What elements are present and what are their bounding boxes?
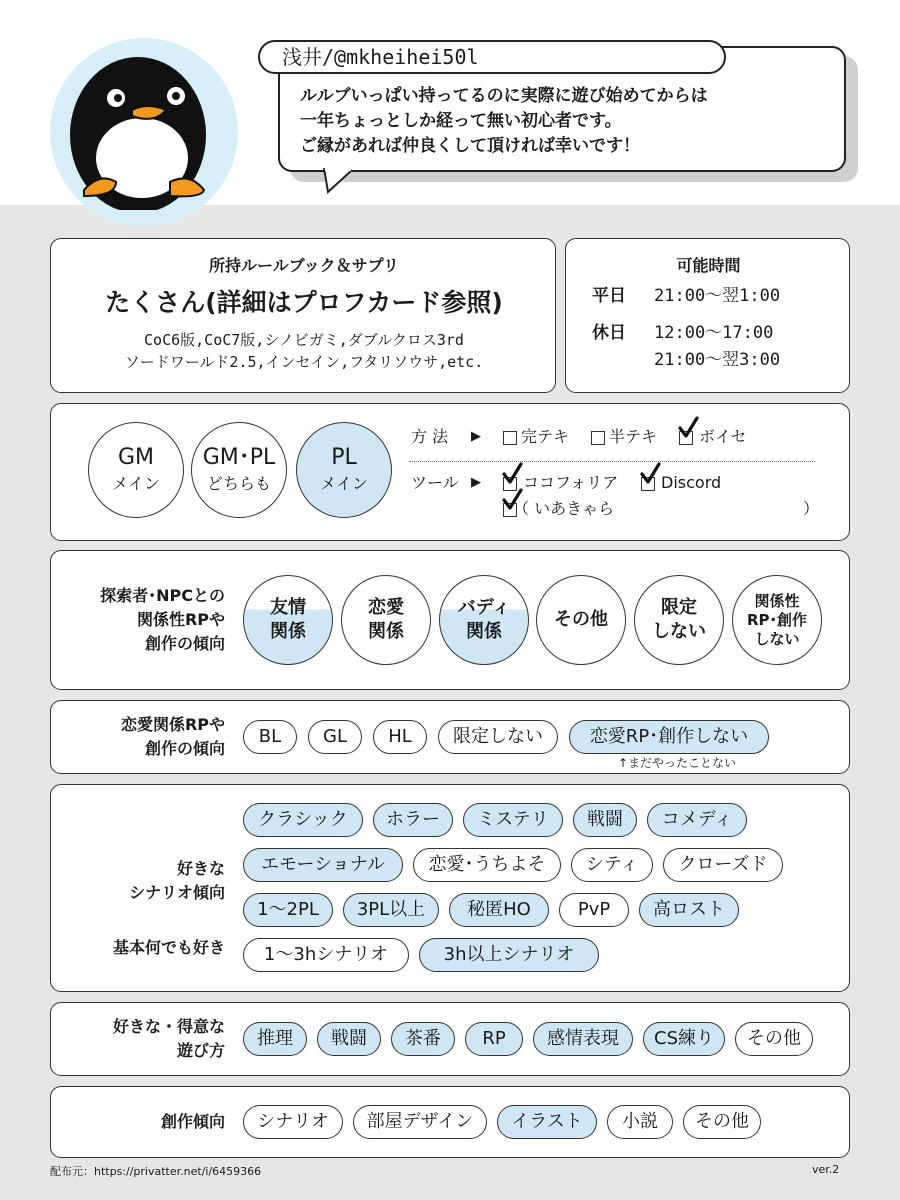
method-checkbox-kanteki[interactable] xyxy=(503,431,517,445)
checkmark-icon xyxy=(677,416,699,438)
scenario-label xyxy=(65,857,225,905)
tool-option: （ いあきゃら xyxy=(513,499,615,518)
bubble-tail-icon xyxy=(322,168,362,194)
playstyle-tag: RP xyxy=(465,1022,523,1056)
circle-line: 関係 xyxy=(368,621,404,642)
scenario-tag: 3PL以上 xyxy=(343,893,439,927)
circle-line: RP･創作 xyxy=(746,610,808,629)
role-line1: GM･PL xyxy=(202,445,276,470)
rulebooks-heading: 所持ルールブック＆サプリ xyxy=(209,256,399,275)
circle-line: 友情 xyxy=(270,597,306,618)
method-arrow-icon: ▶ xyxy=(471,429,481,444)
label-line: 関係性RPや xyxy=(136,610,225,629)
method-label: 方 法 xyxy=(411,427,449,446)
tool-option-close: ） xyxy=(803,499,820,518)
scenario-panel xyxy=(50,784,850,992)
weekday-value: 21:00〜翌1:00 xyxy=(654,286,781,306)
scenario-tag: 戦闘 xyxy=(573,803,637,837)
romance-label xyxy=(65,713,225,761)
scenario-tag: 1〜3hシナリオ xyxy=(243,938,409,972)
scenario-tag: コメディ xyxy=(647,803,747,837)
times-panel xyxy=(565,238,850,393)
playstyle-tag: その他 xyxy=(735,1022,813,1056)
label-line: 遊び方 xyxy=(176,1041,225,1060)
relationship-no-limit xyxy=(634,575,724,665)
romance-no-limit: 限定しない xyxy=(438,720,558,754)
footer-source: 配布元：https://privatter.net/i/6459366 xyxy=(50,1165,262,1178)
tool-option: Discord xyxy=(661,473,722,492)
playstyle-tag: 茶番 xyxy=(391,1022,455,1056)
intro-line: ルルブいっぱい持ってるのに実際に遊び始めてからは xyxy=(300,86,708,106)
romance-none: 恋愛RP･創作しない xyxy=(569,720,769,754)
circle-line: しない xyxy=(652,621,706,642)
scenario-tag: クラシック xyxy=(243,803,363,837)
holiday-value-1: 12:00〜17:00 xyxy=(654,323,774,343)
tools-arrow-icon: ▶ xyxy=(471,475,481,490)
checkmark-icon xyxy=(501,462,523,484)
name-tag: 浅井/@mkheihei50l xyxy=(258,40,726,74)
scenario-tag: 3h以上シナリオ xyxy=(419,938,599,972)
circle-line: バディ xyxy=(457,597,511,618)
playstyle-tag: 戦闘 xyxy=(317,1022,381,1056)
creation-tag: 部屋デザイン xyxy=(353,1105,487,1139)
relationship-friendship xyxy=(243,575,333,665)
romance-gl: GL xyxy=(308,720,362,754)
tool-option: ココフォリア xyxy=(523,473,619,492)
method-checkbox-hanteki[interactable] xyxy=(591,431,605,445)
scenario-tag: シティ xyxy=(571,848,653,882)
romance-note: ↑まだやったことない xyxy=(618,756,737,770)
scenario-tag: PvP xyxy=(559,893,629,927)
relationship-panel xyxy=(50,550,850,690)
circle-line: 関係 xyxy=(466,621,502,642)
roles-panel xyxy=(50,403,850,541)
scenario-tag: ホラー xyxy=(373,803,453,837)
label-line: 創作の傾向 xyxy=(144,634,225,653)
circle-line: 限定 xyxy=(661,597,697,618)
circle-line: その他 xyxy=(554,609,608,630)
relationship-other xyxy=(536,575,626,665)
scenario-tag: 秘匿HO xyxy=(449,893,549,927)
penguin-avatar-icon xyxy=(58,40,228,210)
circle-line: 関係 xyxy=(270,621,306,642)
role-pl-main xyxy=(296,422,392,518)
intro-line: ご縁があれば仲良くして頂ければ幸いです！ xyxy=(300,136,640,156)
scenario-tag: クローズド xyxy=(663,848,783,882)
role-line1: PL xyxy=(331,445,357,470)
label-line: 恋愛関係RPや xyxy=(120,715,225,734)
creation-panel xyxy=(50,1086,850,1158)
intro-text xyxy=(300,84,830,159)
scenario-tag: 高ロスト xyxy=(639,893,739,927)
weekday-label: 平日 xyxy=(592,286,626,306)
scenario-sub-label: 基本何でも好き xyxy=(112,938,225,957)
role-both xyxy=(191,422,287,518)
role-line2: どちらも xyxy=(206,474,271,493)
role-line1: GM xyxy=(117,445,155,470)
tools-label: ツール xyxy=(411,473,459,492)
label-line: 好きな・得意な xyxy=(112,1017,225,1036)
relationship-romance xyxy=(341,575,431,665)
role-line2: メイン xyxy=(320,474,368,493)
circle-line: 関係性 xyxy=(754,591,800,610)
romance-panel xyxy=(50,700,850,774)
label-line: シナリオ傾向 xyxy=(129,883,225,902)
rulebooks-panel xyxy=(50,238,556,393)
circle-line: しない xyxy=(754,629,800,648)
label-line: 探索者･NPCとの xyxy=(100,586,225,605)
romance-hl: HL xyxy=(373,720,427,754)
rulebooks-list xyxy=(51,329,557,373)
role-line2: メイン xyxy=(112,474,160,493)
holiday-value-2: 21:00〜翌3:00 xyxy=(654,350,781,370)
circle-line: 恋愛 xyxy=(368,597,404,618)
method-option: 完テキ xyxy=(521,427,570,446)
footer-version: ver.2 xyxy=(812,1163,840,1176)
role-gm-main xyxy=(88,422,184,518)
relationship-label xyxy=(65,584,225,656)
relationship-none xyxy=(732,575,822,665)
scenario-tag: 1〜2PL xyxy=(243,893,333,927)
rulebooks-main: たくさん(詳細はプロフカード参照) xyxy=(105,288,503,317)
playstyle-tag: 感情表現 xyxy=(533,1022,633,1056)
creation-label: 創作傾向 xyxy=(160,1112,225,1131)
playstyle-tag: 推理 xyxy=(243,1022,307,1056)
creation-tag: シナリオ xyxy=(243,1105,343,1139)
relationship-buddy xyxy=(439,575,529,665)
creation-tag: イラスト xyxy=(497,1105,597,1139)
scenario-tag: ミステリ xyxy=(463,803,563,837)
label-line: 好きな xyxy=(176,859,225,878)
method-option: ボイセ xyxy=(699,427,747,446)
scenario-tag: 恋愛･うちよそ xyxy=(413,848,561,882)
divider xyxy=(409,461,815,462)
times-heading: 可能時間 xyxy=(676,256,741,275)
creation-tag: 小説 xyxy=(607,1105,673,1139)
intro-line: 一年ちょっとしか経って無い初心者です。 xyxy=(300,111,622,131)
creation-tag: その他 xyxy=(683,1105,761,1139)
rulebooks-list-line: ソードワールド2.5,インセイン,フタリソウサ,etc. xyxy=(124,353,484,371)
playstyle-label xyxy=(65,1015,225,1063)
checkmark-icon xyxy=(639,462,661,484)
romance-bl: BL xyxy=(243,720,297,754)
method-option: 半テキ xyxy=(609,427,658,446)
playstyle-panel xyxy=(50,1002,850,1076)
playstyle-tag: CS練り xyxy=(643,1022,725,1056)
scenario-tag: エモーショナル xyxy=(243,848,403,882)
holiday-label: 休日 xyxy=(592,323,626,343)
rulebooks-list-line: CoC6版,CoC7版,シノビガミ,ダブルクロス3rd xyxy=(144,331,464,349)
label-line: 創作の傾向 xyxy=(144,739,225,758)
